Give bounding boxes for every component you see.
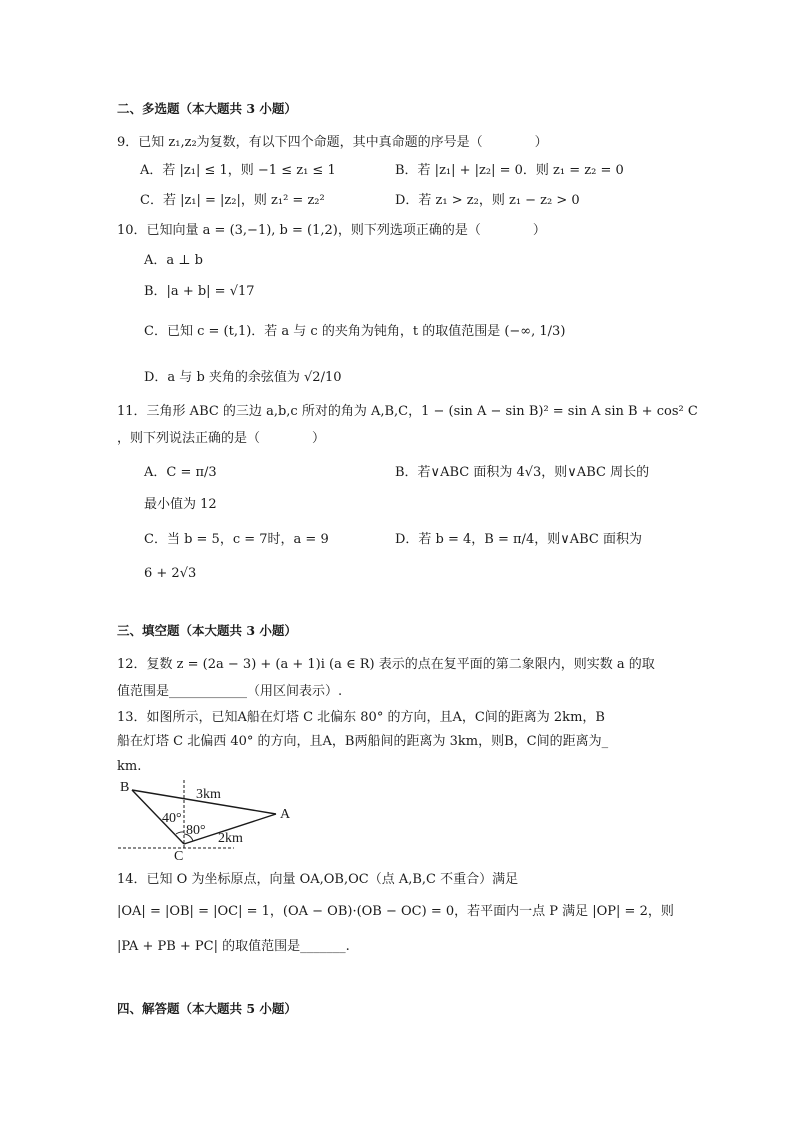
distance-ab-label: 3km xyxy=(196,787,221,802)
q11-option-c: C．当 b = 5，c = 7时，a = 9 xyxy=(144,532,329,547)
q10-option-b: B．|a + b| = √17 xyxy=(144,284,255,299)
q11-option-d: D．若 b = 4，B = π/4，则∨ABC 面积为 xyxy=(395,532,642,547)
section-answer-heading: 四、解答题（本大题共 5 小题） xyxy=(117,1001,297,1016)
q11-stem: 11．三角形 ABC 的三边 a,b,c 所对的角为 A,B,C，1 − (sin A − sin B)² = sin A sin B + cos² C xyxy=(117,404,698,419)
q9-stem: 9．已知 z₁,z₂为复数，有以下四个命题，其中真命题的序号是（ ） xyxy=(117,135,548,150)
section-fill-blank-heading: 三、填空题（本大题共 3 小题） xyxy=(117,623,297,638)
q13-line-2: 船在灯塔 C 北偏西 40° 的方向，且A，B两船间的距离为 3km，则B，C间的距离为_ xyxy=(117,734,609,749)
point-b-label: B xyxy=(120,780,130,795)
q9-option-b: B．若 |z₁| + |z₂| = 0．则 z₁ = z₂ = 0 xyxy=(395,163,624,178)
q9-option-a: A．若 |z₁| ≤ 1，则 −1 ≤ z₁ ≤ 1 xyxy=(140,163,336,178)
point-c-label: C xyxy=(174,849,184,862)
angle-west-label: 40° xyxy=(162,811,182,826)
q13-line-3: km. xyxy=(117,759,142,774)
q11-option-a: A．C = π/3 xyxy=(144,465,217,480)
angle-east-label: 80° xyxy=(186,823,206,838)
q11-option-b: B．若∨ABC 面积为 4√3，则∨ABC 周长的 xyxy=(395,465,650,480)
distance-ac-label: 2km xyxy=(218,831,243,846)
q14-line-2: |OA| = |OB| = |OC| = 1，(OA − OB)·(OB − OC) = 0，若平面内一点 P 满足 |OP| = 2，则 xyxy=(117,904,674,919)
q10-option-a: A．a ⊥ b xyxy=(144,253,203,268)
lighthouse-figure xyxy=(118,776,298,862)
q11-option-b-continued: 最小值为 12 xyxy=(144,497,217,512)
q10-option-c: C．已知 c = (t,1)．若 a 与 c 的夹角为钝角，t 的取值范围是 (−∞, 1/3) xyxy=(144,324,566,339)
q9-option-d: D．若 z₁ > z₂，则 z₁ − z₂ > 0 xyxy=(395,193,580,208)
q10-option-d: D．a 与 b 夹角的余弦值为 √2/10 xyxy=(144,370,342,385)
angle-west-arc xyxy=(176,832,184,834)
q12-line-2: 值范围是____________（用区间表示）. xyxy=(117,684,343,699)
q11-stem-continued: ，则下列说法正确的是（ ） xyxy=(117,431,326,446)
q10-stem: 10．已知向量 a = (3,−1), b = (1,2)，则下列选项正确的是（ ） xyxy=(117,223,546,238)
q9-option-c: C．若 |z₁| = |z₂|，则 z₁² = z₂² xyxy=(140,193,325,208)
section-multiple-choice-heading: 二、多选题（本大题共 3 小题） xyxy=(117,101,297,116)
point-a-label: A xyxy=(280,807,291,822)
q13-line-1: 13．如图所示，已知A船在灯塔 C 北偏东 80° 的方向，且A，C间的距离为 2km，B xyxy=(117,710,605,725)
q11-option-d-continued: 6 + 2√3 xyxy=(144,566,197,581)
q14-line-3: |PA + PB + PC| 的取值范围是_______. xyxy=(117,939,350,954)
q14-line-1: 14．已知 O 为坐标原点，向量 OA,OB,OC（点 A,B,C 不重合）满足 xyxy=(117,872,519,887)
q12-line-1: 12．复数 z = (2a − 3) + (a + 1)i (a ∈ R) 表示的点在复平面的第二象限内，则实数 a 的取 xyxy=(117,657,655,672)
